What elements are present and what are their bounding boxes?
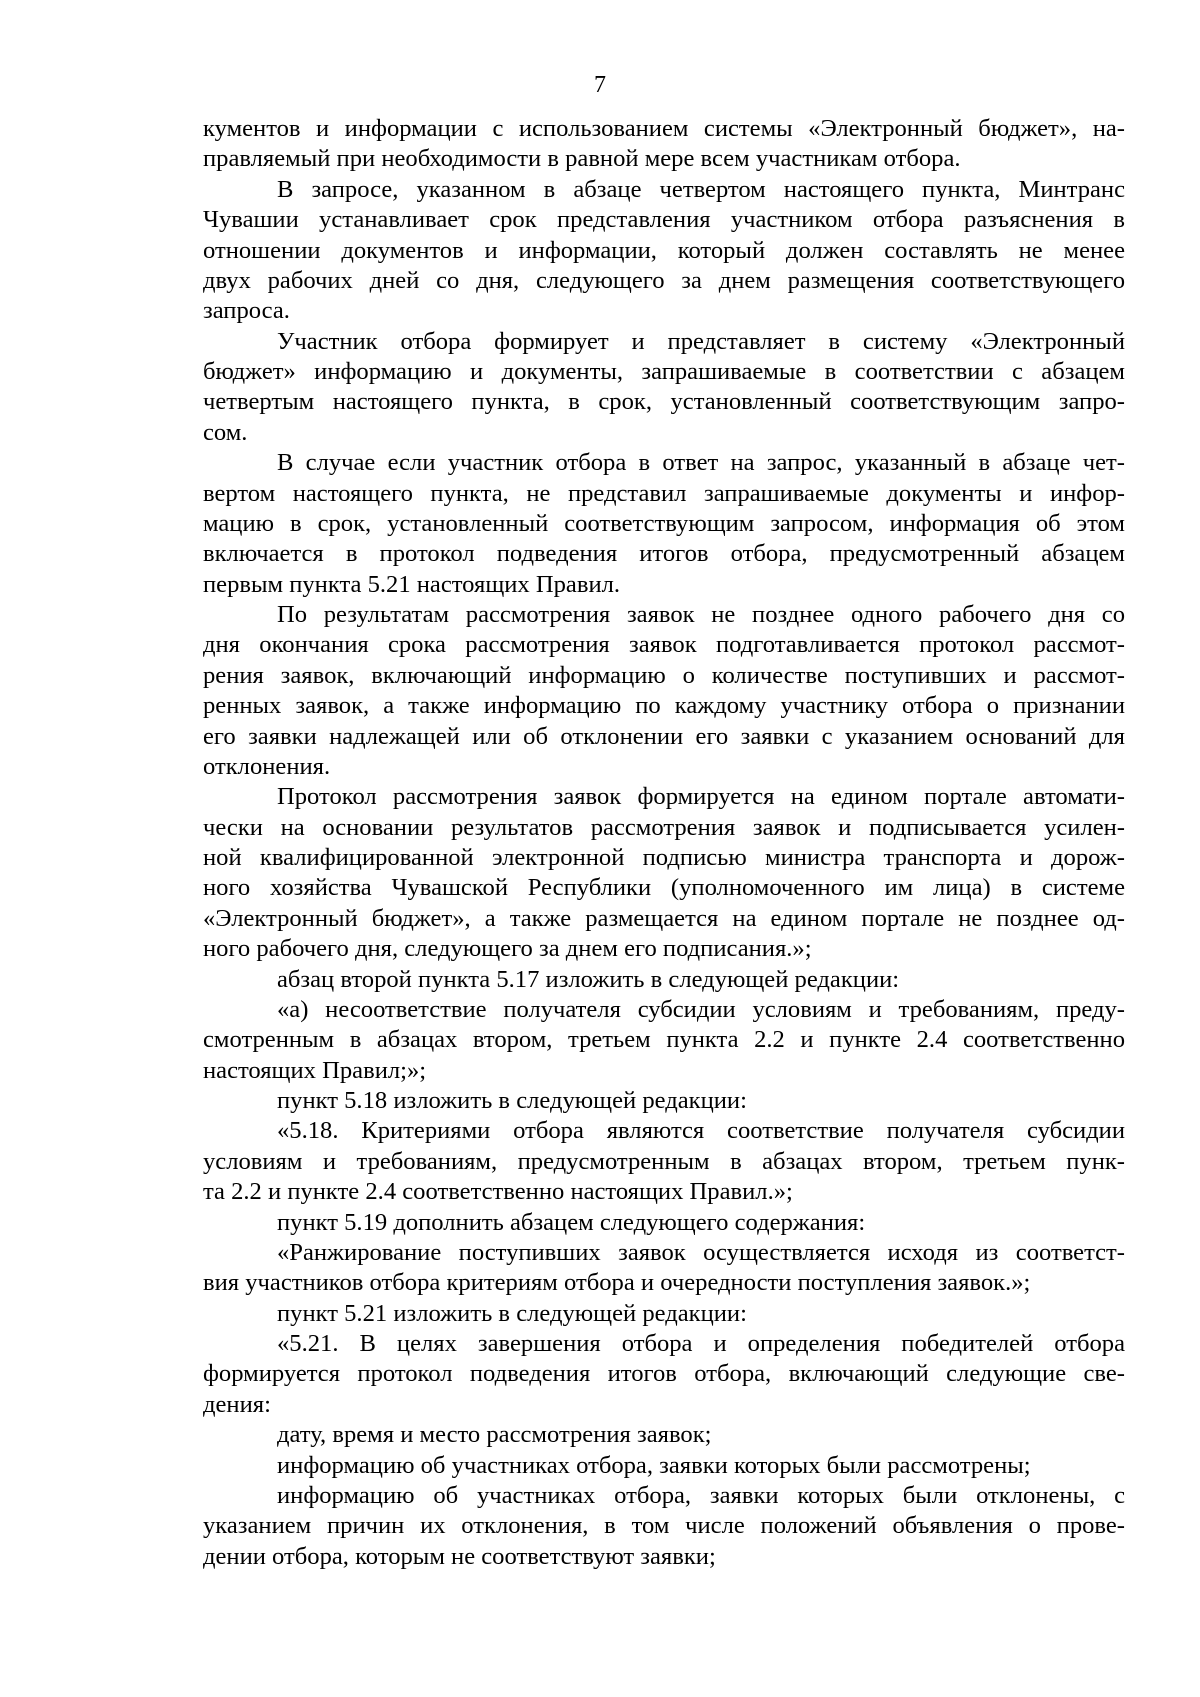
text-line: мацию в срок, установленный соответствующим запросом, информация об этом xyxy=(203,509,1125,537)
text-line: информацию об участниках отбора, заявки которых были рассмотрены; xyxy=(277,1451,1031,1479)
text-line: пункт 5.19 дополнить абзацем следующего содержания: xyxy=(277,1208,866,1236)
text-line: та 2.2 и пункте 2.4 соответственно настоящих Правил.»; xyxy=(203,1178,793,1206)
text-line: его заявки надлежащей или об отклонении его заявки с указанием оснований для xyxy=(203,722,1125,750)
text-line: В запросе, указанном в абзаце четвертом настоящего пункта, Минтранс xyxy=(277,175,1125,203)
text-line: настоящих Правил;»; xyxy=(203,1056,427,1084)
text-line: смотренным в абзацах втором, третьем пункта 2.2 и пункте 2.4 соответственно xyxy=(203,1026,1125,1054)
text-line: «Ранжирование поступивших заявок осуществляется исходя из соответст- xyxy=(277,1238,1125,1266)
text-line: «5.18. Критериями отбора являются соответствие получателя субсидии xyxy=(277,1117,1125,1145)
text-line: ренных заявок, а также информацию по каждому участнику отбора о признании xyxy=(203,692,1125,720)
text-line: Чувашии устанавливает срок представления участником отбора разъяснения в xyxy=(203,206,1125,234)
text-line: «а) несоответствие получателя субсидии условиям и требованиям, преду- xyxy=(277,995,1125,1023)
text-line: сом. xyxy=(203,418,248,446)
text-line: Протокол рассмотрения заявок формируется на едином портале автомати- xyxy=(277,783,1125,811)
text-line: В случае если участник отбора в ответ на запрос, указанный в абзаце чет- xyxy=(277,449,1125,477)
text-line: бюджет» информацию и документы, запрашиваемые в соответствии с абзацем xyxy=(203,358,1125,385)
text-line: пункт 5.21 изложить в следующей редакции: xyxy=(277,1299,747,1327)
text-line: дня окончания срока рассмотрения заявок подготавливается протокол рассмот- xyxy=(203,631,1125,659)
text-line: «Электронный бюджет», а также размещается на едином портале не позднее од- xyxy=(203,904,1125,932)
text-line: «5.21. В целях завершения отбора и определения победителей отбора xyxy=(277,1330,1125,1357)
body-text xyxy=(203,114,1125,1572)
text-line: первым пункта 5.21 настоящих Правил. xyxy=(203,570,621,598)
text-line: запроса. xyxy=(203,297,290,325)
page-number: 7 xyxy=(594,72,606,98)
text-line: четвертым настоящего пункта, в срок, установленный соответствующим запро- xyxy=(203,388,1125,416)
text-line: указанием причин их отклонения, в том числе положений объявления о прове- xyxy=(203,1512,1125,1540)
text-line: отклонения. xyxy=(203,752,331,780)
text-line: кументов и информации с использованием системы «Электронный бюджет», на- xyxy=(203,115,1125,142)
text-line: ной квалифицированной электронной подписью министра транспорта и дорож- xyxy=(203,844,1125,871)
text-line: условиям и требованиям, предусмотренным в абзацах втором, третьем пунк- xyxy=(203,1147,1125,1175)
text-line: абзац второй пункта 5.17 изложить в следующей редакции: xyxy=(277,965,900,993)
text-line: ного хозяйства Чувашской Республики (уполномоченного им лица) в системе xyxy=(203,874,1125,902)
text-line: отношении документов и информации, который должен составлять не менее xyxy=(203,236,1125,264)
text-line: правляемый при необходимости в равной мере всем участникам отбора. xyxy=(203,145,961,173)
text-line: включается в протокол подведения итогов отбора, предусмотренный абзацем xyxy=(203,540,1125,568)
text-line: двух рабочих дней со дня, следующего за днем размещения соответствующего xyxy=(203,266,1125,294)
text-line: рения заявок, включающий информацию о количестве поступивших и рассмот- xyxy=(203,661,1125,689)
text-line: Участник отбора формирует и представляет в систему «Электронный xyxy=(277,327,1125,355)
text-line: формируется протокол подведения итогов отбора, включающий следующие све- xyxy=(203,1360,1125,1388)
text-line: ного рабочего дня, следующего за днем его подписания.»; xyxy=(203,935,812,963)
text-line: пункт 5.18 изложить в следующей редакции: xyxy=(277,1087,747,1114)
text-line: вертом настоящего пункта, не представил запрашиваемые документы и инфор- xyxy=(203,479,1125,507)
text-line: По результатам рассмотрения заявок не позднее одного рабочего дня со xyxy=(277,601,1125,628)
text-line: информацию об участниках отбора, заявки которых были отклонены, с xyxy=(277,1481,1125,1509)
text-line: дении отбора, которым не соответствуют заявки; xyxy=(203,1542,716,1570)
text-line: дения: xyxy=(203,1390,271,1418)
text-line: дату, время и место рассмотрения заявок; xyxy=(277,1421,712,1449)
text-line: вия участников отбора критериям отбора и очередности поступления заявок.»; xyxy=(203,1269,1031,1297)
text-line: чески на основании результатов рассмотрения заявок и подписывается усилен- xyxy=(203,813,1125,841)
